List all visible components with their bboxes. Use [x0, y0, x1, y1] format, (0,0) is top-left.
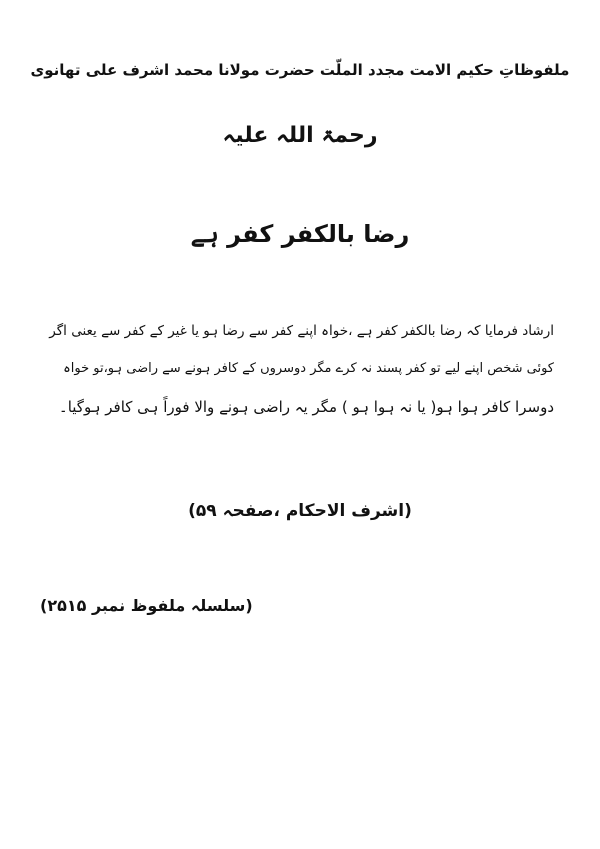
document-title: ملفوظاتِ حکیم الامت مجدد الملّت حضرت مولانا محمد اشرف علی تھانوی — [30, 61, 570, 79]
reference-citation: (اشرف الاحکام ،صفحہ ۵۹) — [188, 501, 412, 521]
body-paragraph — [46, 312, 554, 426]
body-line: ارشاد فرمایا کہ رضا بالکفر کفر ہے ،خواہ اپنے کفر سے رضا ہو یا غیر کے کفر سے یعنی اگر — [49, 323, 554, 339]
series-number: (سلسلہ ملفوظ نمبر ۲۵۱۵) — [40, 596, 253, 615]
body-line: دوسرا کافر ہوا ہو( یا نہ ہوا ہو ) مگر یہ راضی ہونے والا فوراً ہی کافر ہوگیا۔ — [58, 398, 554, 416]
body-line: کوئی شخص اپنے لیے تو کفر پسند نہ کرے مگر دوسروں کے کافر ہونے سے راضی ہو،تو خواہ — [63, 361, 554, 376]
section-heading: رضا بالکفر کفر ہے — [190, 220, 410, 248]
document-subtitle: رحمۃ اللہ علیہ — [222, 123, 378, 148]
